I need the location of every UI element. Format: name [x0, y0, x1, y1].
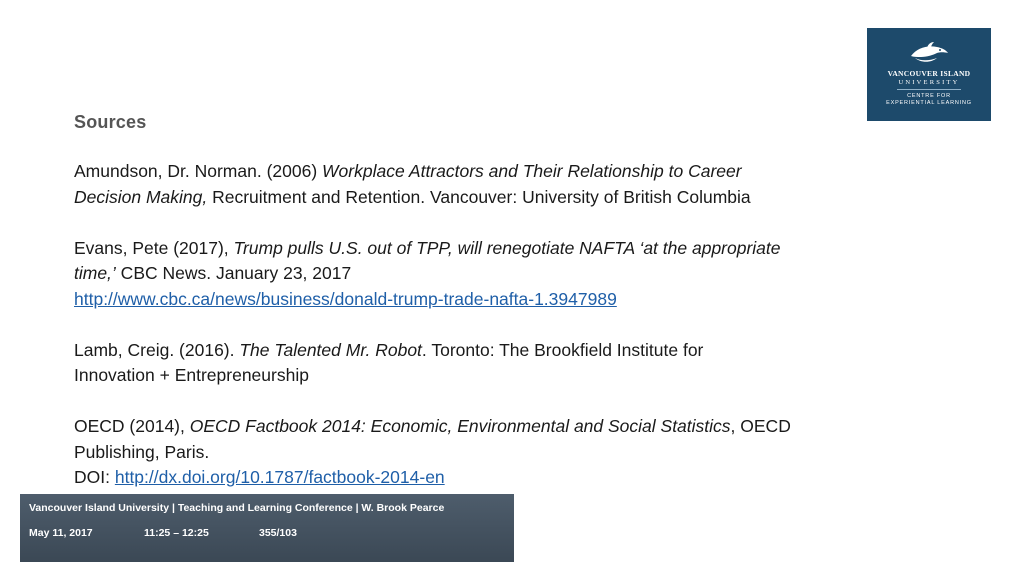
reference-item [74, 159, 874, 210]
reference-author: Amundson, Dr. Norman. (2006) [74, 161, 323, 181]
reference-item [74, 236, 874, 313]
reference-line [74, 236, 874, 262]
reference-line [74, 287, 874, 313]
reference-title: The Talented Mr. Robot [239, 339, 422, 360]
logo-line-2: UNIVERSITY [898, 79, 960, 86]
reference-item [74, 338, 874, 389]
reference-line: Innovation + Entrepreneurship [74, 365, 309, 385]
reference-item [74, 414, 874, 491]
doi-label: DOI: [74, 467, 115, 487]
reference-link[interactable]: http://www.cbc.ca/news/business/donald-trump-trade-nafta-1.3947989 [74, 288, 617, 309]
logo-line-3: CENTRE FOR [907, 93, 951, 99]
footer-room: 355/103 [259, 527, 297, 539]
sources-heading: Sources [74, 112, 147, 132]
reference-line [74, 338, 874, 364]
reference-title: Workplace Attractors and Their Relationship to Career [322, 161, 742, 181]
reference-author: Evans, Pete (2017), [74, 237, 234, 258]
reference-line [74, 261, 874, 287]
footer-time: 11:25 – 12:25 [144, 527, 209, 539]
logo-line-1: VANCOUVER ISLAND [887, 69, 971, 78]
logo-line-4: EXPERIENTIAL LEARNING [886, 100, 972, 106]
reference-title: Decision Making, [74, 186, 208, 207]
reference-publisher: . Toronto: The Brookfield Institute for [421, 339, 704, 360]
reference-author: OECD (2014), [74, 416, 190, 436]
footer-title: Vancouver Island University | Teaching and Learning Conference | W. Brook Pearce [29, 502, 445, 514]
conference-footer-banner [20, 494, 514, 562]
reference-line [74, 159, 874, 185]
viu-logo [867, 28, 991, 121]
reference-list [74, 159, 874, 491]
reference-line [74, 414, 874, 440]
reference-line [74, 185, 874, 211]
reference-title: Trump pulls U.S. out of TPP, will renegotiate NAFTA ‘at the appropriate [233, 237, 781, 258]
reference-line [74, 465, 874, 491]
orca-icon [909, 42, 949, 64]
logo-divider [897, 89, 961, 90]
footer-date: May 11, 2017 [29, 527, 93, 539]
reference-link[interactable]: http://dx.doi.org/10.1787/factbook-2014-en [114, 467, 445, 487]
reference-publisher: Recruitment and Retention. Vancouver: University of British Columbia [207, 186, 751, 207]
reference-publisher: , OECD [730, 416, 791, 436]
reference-publisher: CBC News. January 23, 2017 [115, 263, 352, 283]
reference-author: Lamb, Creig. (2016). [74, 339, 240, 360]
reference-title: OECD Factbook 2014: Economic, Environmental and Social Statistics [189, 416, 731, 436]
reference-line: Publishing, Paris. [74, 441, 210, 462]
reference-title: time,’ [74, 263, 116, 283]
